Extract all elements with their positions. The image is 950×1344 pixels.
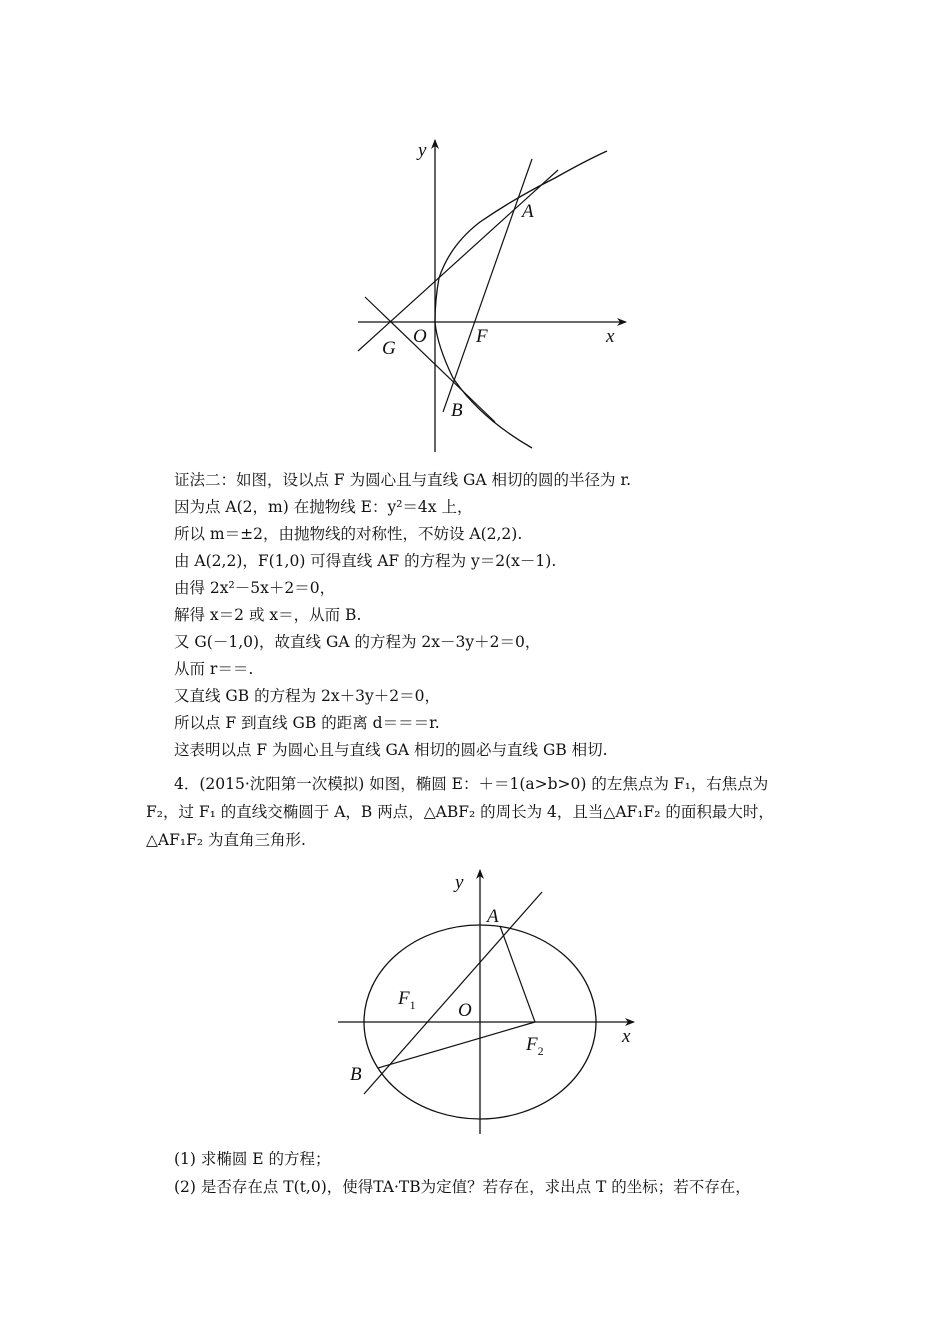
label-F1: $F_1$ (398, 988, 416, 1012)
proof-line: 这表明以点 F 为圆心且与直线 GA 相切的圆必与直线 GB 相切. (174, 741, 608, 759)
segment-BF2 (378, 1022, 535, 1068)
label-B: B (451, 400, 463, 421)
line-GB (365, 297, 495, 422)
proof-line: 从而 r＝＝. (174, 660, 254, 678)
figure-parabola (340, 130, 640, 460)
label-F: F (476, 326, 488, 347)
line-GA (358, 170, 558, 351)
proof-line: 所以点 F 到直线 GB 的距离 d＝＝＝r. (174, 714, 440, 732)
label-A: A (522, 201, 534, 222)
label-y: y (455, 872, 464, 893)
label-B: B (350, 1064, 362, 1085)
proof-line: 由 A(2,2)，F(1,0) 可得直线 AF 的方程为 y＝2(x－1). (174, 552, 557, 570)
problem-line: F₂，过 F₁ 的直线交椭圆于 A，B 两点，△ABF₂ 的周长为 4，且当△AF₁F₂ 的面积最大时， (146, 803, 774, 821)
proof-line: 证法二：如图，设以点 F 为圆心且与直线 GA 相切的圆的半径为 r. (174, 471, 632, 489)
label-F2: $F_2$ (526, 1034, 544, 1058)
question-line: (2) 是否存在点 T(t,0)，使得TA·TB为定值？若存在，求出点 T 的坐标；若不存在， (174, 1178, 751, 1196)
proof-line: 又直线 GB 的方程为 2x＋3y＋2＝0， (174, 687, 440, 705)
label-O: O (413, 326, 427, 347)
problem-line: 4．(2015·沈阳第一次模拟) 如图，椭圆 E：＋＝1(a>b>0) 的左焦点为 F₁，右焦点为 (174, 775, 769, 793)
label-O: O (458, 1000, 472, 1021)
proof-line: 由得 2x²－5x＋2＝0， (174, 579, 336, 597)
figure-ellipse (330, 862, 650, 1142)
proof-line: 又 G(－1,0)，故直线 GA 的方程为 2x－3y＋2＝0， (174, 633, 541, 651)
ellipse-diagram-svg (330, 862, 650, 1142)
line-AB (443, 159, 532, 412)
proof-line: 解得 x＝2 或 x＝，从而 B. (174, 606, 362, 624)
label-x: x (606, 326, 615, 347)
problem-line: △AF₁F₂ 为直角三角形. (146, 831, 306, 849)
proof-line: 因为点 A(2，m) 在抛物线 E：y²＝4x 上， (174, 498, 473, 516)
segment-AF2 (500, 926, 535, 1022)
label-A: A (487, 906, 499, 927)
question-line: (1) 求椭圆 E 的方程； (174, 1150, 331, 1168)
parabola-diagram-svg (340, 130, 640, 460)
proof-line: 所以 m＝±2，由抛物线的对称性，不妨设 A(2,2). (174, 525, 523, 543)
label-x: x (622, 1026, 631, 1047)
label-y: y (418, 140, 427, 161)
label-G: G (382, 338, 396, 359)
